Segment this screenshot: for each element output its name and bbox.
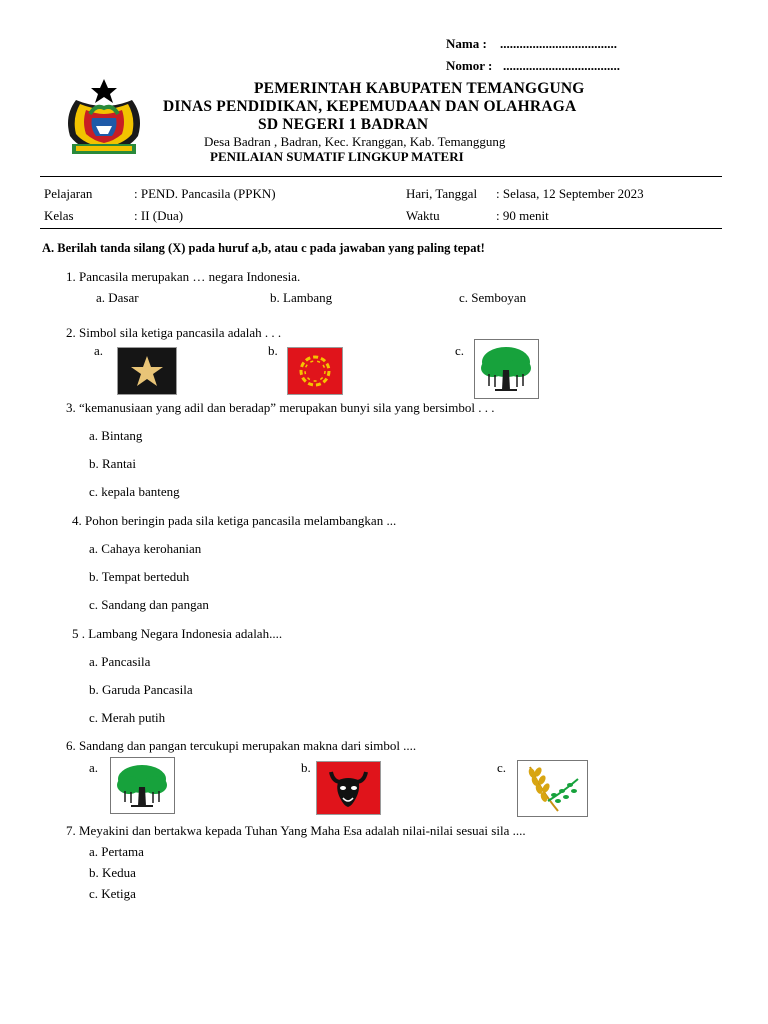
q5-option-a[interactable]: a. Pancasila: [89, 654, 151, 669]
question-7: 7. Meyakini dan bertakwa kepada Tuhan Yang Maha Esa adalah nilai-nilai sesuai sila ....: [66, 823, 526, 838]
banyan-tree-symbol-image: [474, 339, 539, 399]
chain-symbol-image: [287, 347, 343, 395]
subject-label: Pelajaran: [44, 186, 93, 201]
name-label: Nama :: [446, 36, 487, 51]
header-divider: [40, 176, 722, 177]
time-value: : 90 menit: [496, 208, 549, 223]
header-address: Desa Badran , Badran, Kec. Kranggan, Kab. Temanggung: [204, 134, 506, 149]
subject-value: : PEND. Pancasila (PPKN): [134, 186, 276, 201]
q4-option-c[interactable]: c. Sandang dan pangan: [89, 597, 209, 612]
q7-option-a[interactable]: a. Pertama: [89, 844, 144, 859]
bull-head-symbol-image: [316, 761, 381, 815]
question-3: 3. “kemanusiaan yang adil dan beradap” merupakan bunyi sila yang bersimbol . . .: [66, 400, 495, 415]
header-school: SD NEGERI 1 BADRAN: [258, 116, 429, 133]
q2-option-a[interactable]: a.: [94, 343, 104, 358]
q3-option-a[interactable]: a. Bintang: [89, 428, 143, 443]
number-field[interactable]: ....................................: [503, 58, 620, 73]
q4-option-b[interactable]: b. Tempat berteduh: [89, 569, 190, 584]
name-field[interactable]: ....................................: [500, 36, 617, 51]
q2-option-b[interactable]: b.: [268, 343, 278, 358]
date-label: Hari, Tanggal: [406, 186, 478, 201]
q6-option-b[interactable]: b.: [301, 760, 311, 775]
class-value: : II (Dua): [134, 208, 184, 223]
rice-cotton-symbol-image: [517, 760, 588, 817]
q4-option-a[interactable]: a. Cahaya kerohanian: [89, 541, 202, 556]
q1-option-b[interactable]: b. Lambang: [270, 290, 333, 305]
q3-option-b[interactable]: b. Rantai: [89, 456, 136, 471]
star-symbol-image: [117, 347, 177, 395]
q7-option-c[interactable]: c. Ketiga: [89, 886, 136, 901]
question-6: 6. Sandang dan pangan tercukupi merupakan makna dari simbol ....: [66, 738, 417, 753]
q2-option-c[interactable]: c.: [455, 343, 465, 358]
q1-option-c[interactable]: c. Semboyan: [459, 290, 527, 305]
class-label: Kelas: [44, 208, 74, 223]
banyan-tree-symbol-image: [110, 757, 175, 814]
q6-option-c[interactable]: c.: [497, 760, 507, 775]
question-1: 1. Pancasila merupakan … negara Indonesia.: [66, 269, 301, 284]
q5-option-b[interactable]: b. Garuda Pancasila: [89, 682, 193, 697]
temanggung-regency-logo: [56, 78, 152, 160]
date-value: : Selasa, 12 September 2023: [496, 186, 644, 201]
section-a-instruction: A. Berilah tanda silang (X) pada huruf a,b, atau c pada jawaban yang paling tepat!: [42, 241, 485, 255]
time-label: Waktu: [406, 208, 440, 223]
number-label: Nomor :: [446, 58, 493, 73]
info-divider: [40, 228, 722, 229]
question-5: 5 . Lambang Negara Indonesia adalah....: [72, 626, 283, 641]
q7-option-b[interactable]: b. Kedua: [89, 865, 136, 880]
header-department: DINAS PENDIDIKAN, KEPEMUDAAN DAN OLAHRAGA: [163, 98, 577, 115]
q3-option-c[interactable]: c. kepala banteng: [89, 484, 180, 499]
header-government: PEMERINTAH KABUPATEN TEMANGGUNG: [254, 80, 585, 97]
question-4: 4. Pohon beringin pada sila ketiga pancasila melambangkan ...: [72, 513, 397, 528]
q6-option-a[interactable]: a.: [89, 760, 99, 775]
question-2: 2. Simbol sila ketiga pancasila adalah . . .: [66, 325, 282, 340]
q5-option-c[interactable]: c. Merah putih: [89, 710, 166, 725]
q1-option-a[interactable]: a. Dasar: [96, 290, 139, 305]
assessment-title: PENILAIAN SUMATIF LINGKUP MATERI: [210, 149, 464, 164]
